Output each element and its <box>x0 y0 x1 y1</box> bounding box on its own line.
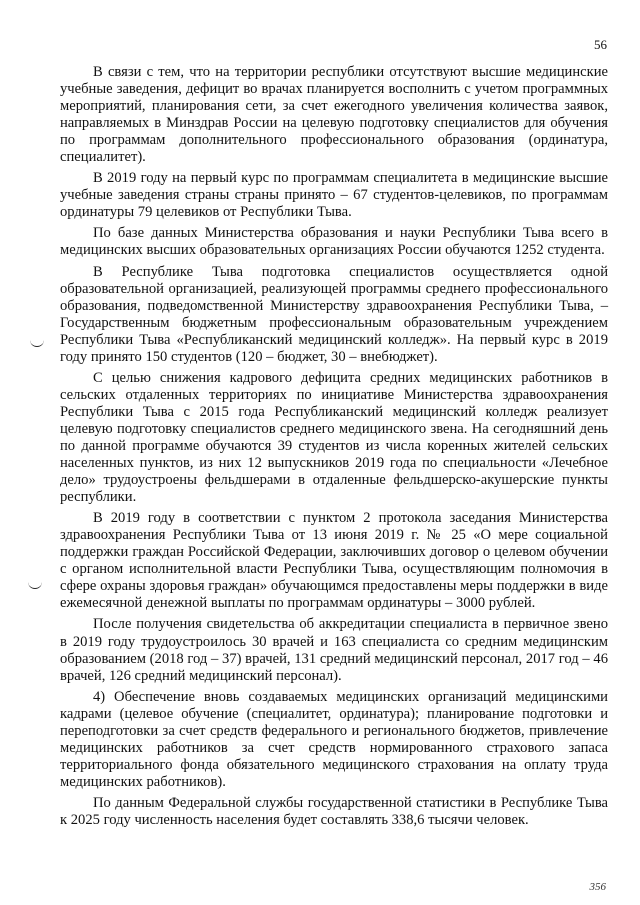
paragraph: В Республике Тыва подготовка специалистов осуществляется одной образовательной организацией, реализующей программы среднего профессионального образования, подведомственной Министерству здравоохранения Республики Тыва, – Государственным бюджетным профессиональным образовательным учреждением Республики Тыва «Республиканский медицинский колледж». На первый курс в 2019 году принято 150 студентов (120 – бюджет, 30 – внебюджет). <box>60 263 608 365</box>
paragraph: По данным Федеральной службы государственной статистики в Республике Тыва к 2025 году численность населения будет составлять 338,6 тысячи человек. <box>60 794 608 828</box>
paragraph: В 2019 году на первый курс по программам специалитета в медицинские высшие учебные заведения страны страны принято – 67 студентов-целевиков, по программам ординатуры 79 целевиков от Республики Тыва. <box>60 170 608 221</box>
paragraph: С целью снижения кадрового дефицита средних медицинских работников в сельских отдаленных территориях по инициативе Министерства здравоохранения Республики Тыва с 2015 года Республиканский медицинский колледж реализует целевую подготовку специалистов среднего медицинского звена. На сегодняшний день по данной программе обучаются 39 студентов из числа коренных жителей сельских населенных пунктов, из них 12 выпускников 2019 года по специальности «Лечебное дело» трудоустроены фельдшерами в отдаленные фельдшерско-акушерские пункты республики. <box>60 369 608 506</box>
paragraph: В 2019 году в соответствии с пунктом 2 протокола заседания Министерства здравоохранения Республики Тыва от 13 июня 2019 г. № 25 «О мере социальной поддержки граждан Российской Федерации, заключивших договор о целевом обучении с органом исполнительной власти Республики Тыва, осуществляющим полномочия в сфере охраны здоровья граждан» обучающимся предоставлены меры поддержки в виде ежемесячной денежной выплаты по программам ординатуры – 3000 рублей. <box>60 510 608 612</box>
margin-mark <box>30 338 44 347</box>
paragraph: 4) Обеспечение вновь создаваемых медицинских организаций медицинскими кадрами (целевое обучение (специалитет, ординатура); планирование подготовки и переподготовки за счет средств федерального и регионального бюджетов, привлечение медицинских работников за счет средств нормированного страхового запаса территориального фонда обязательного медицинского страхования на оплату труда медицинских работников). <box>60 688 608 790</box>
document-body <box>60 64 608 833</box>
page-number: 56 <box>594 37 607 52</box>
handwritten-page-number: 356 <box>589 881 606 893</box>
paragraph: По базе данных Министерства образования и науки Республики Тыва всего в медицинских высших образовательных организациях России обучаются 1252 студента. <box>60 225 608 259</box>
margin-mark <box>28 580 42 589</box>
paragraph: После получения свидетельства об аккредитации специалиста в первичное звено в 2019 году трудоустроилось 30 врачей и 163 специалиста со средним медицинским образованием (2018 год – 37) врачей, 131 средний медицинский персонал, 2017 год – 46 врачей, 126 средний медицинский персонал). <box>60 616 608 684</box>
paragraph: В связи с тем, что на территории республики отсутствуют высшие медицинские учебные заведения, дефицит во врачах планируется восполнить с учетом программных мероприятий, планирования сети, за счет ежегодного увеличения количества заявок, направляемых в Минздрав России на целевую подготовку специалистов для обучения по программам дополнительного профессионального образования (ординатура, специалитет). <box>60 64 608 166</box>
